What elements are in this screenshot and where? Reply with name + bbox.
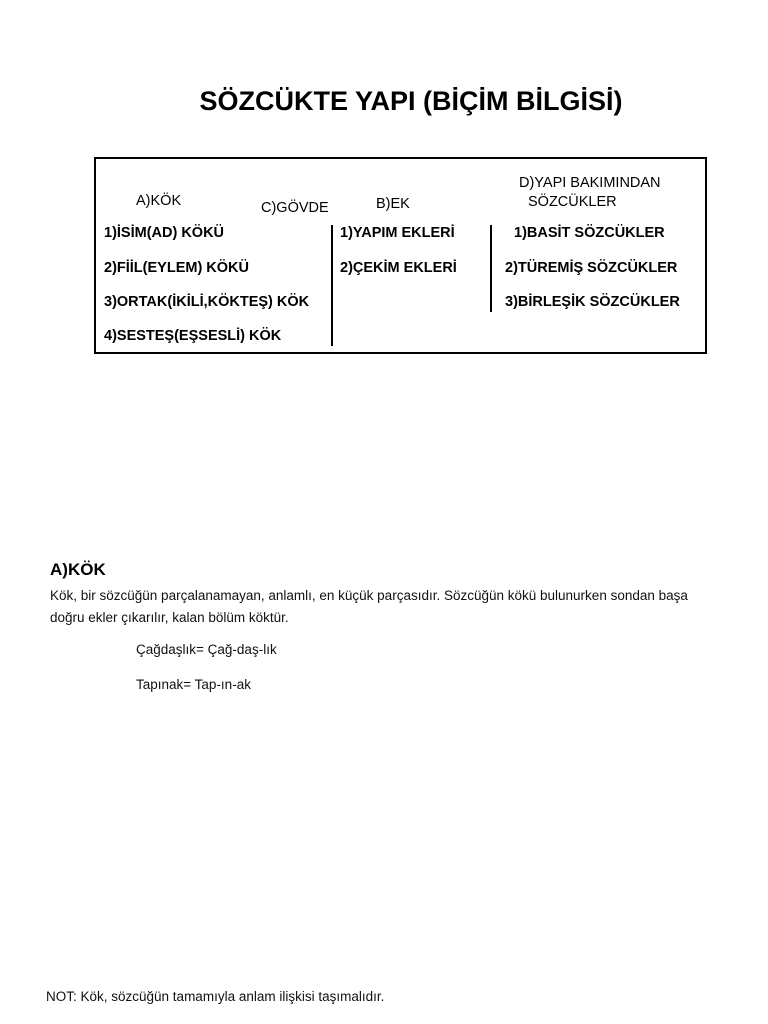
- section-heading: A)KÖK: [50, 560, 106, 579]
- note-text: NOT: Kök, sözcüğün tamamıyla anlam ilişkisi taşımalıdır.: [46, 989, 385, 1004]
- kok-item: 2)FİİL(EYLEM) KÖKÜ: [104, 260, 249, 276]
- page-title: SÖZCÜKTE YAPI (BİÇİM BİLGİSİ): [199, 86, 623, 116]
- yapi-column-heading-line2: SÖZCÜKLER: [528, 194, 617, 210]
- yapi-item: 1)BASİT SÖZCÜKLER: [514, 225, 665, 241]
- ek-column-heading: B)EK: [376, 196, 410, 212]
- kok-item: 1)İSİM(AD) KÖKÜ: [104, 225, 225, 241]
- column-divider-right: [490, 225, 492, 312]
- section-paragraph-line2: doğru ekler çıkarılır, kalan bölüm köktür.: [50, 610, 289, 625]
- govde-column-heading: C)GÖVDE: [261, 200, 329, 216]
- yapi-item: 3)BİRLEŞİK SÖZCÜKLER: [505, 294, 680, 310]
- yapi-column-heading-line1: D)YAPI BAKIMINDAN: [519, 175, 661, 191]
- yapi-item: 2)TÜREMİŞ SÖZCÜKLER: [505, 260, 678, 276]
- ek-item: 2)ÇEKİM EKLERİ: [340, 260, 457, 276]
- kok-item: 3)ORTAK(İKİLİ,KÖKTEŞ) KÖK: [104, 294, 310, 310]
- section-paragraph-line1: Kök, bir sözcüğün parçalanamayan, anlamlı, en küçük parçasıdır. Sözcüğün kökü bulunurken sondan başa: [50, 588, 688, 603]
- column-divider-left: [331, 225, 333, 346]
- example-item: Çağdaşlık= Çağ-daş-lık: [136, 642, 277, 657]
- example-item: Tapınak= Tap-ın-ak: [136, 677, 251, 692]
- kok-item: 4)SESTEŞ(EŞSESLİ) KÖK: [104, 328, 282, 344]
- kok-column-heading: A)KÖK: [136, 193, 182, 209]
- ek-item: 1)YAPIM EKLERİ: [340, 225, 455, 241]
